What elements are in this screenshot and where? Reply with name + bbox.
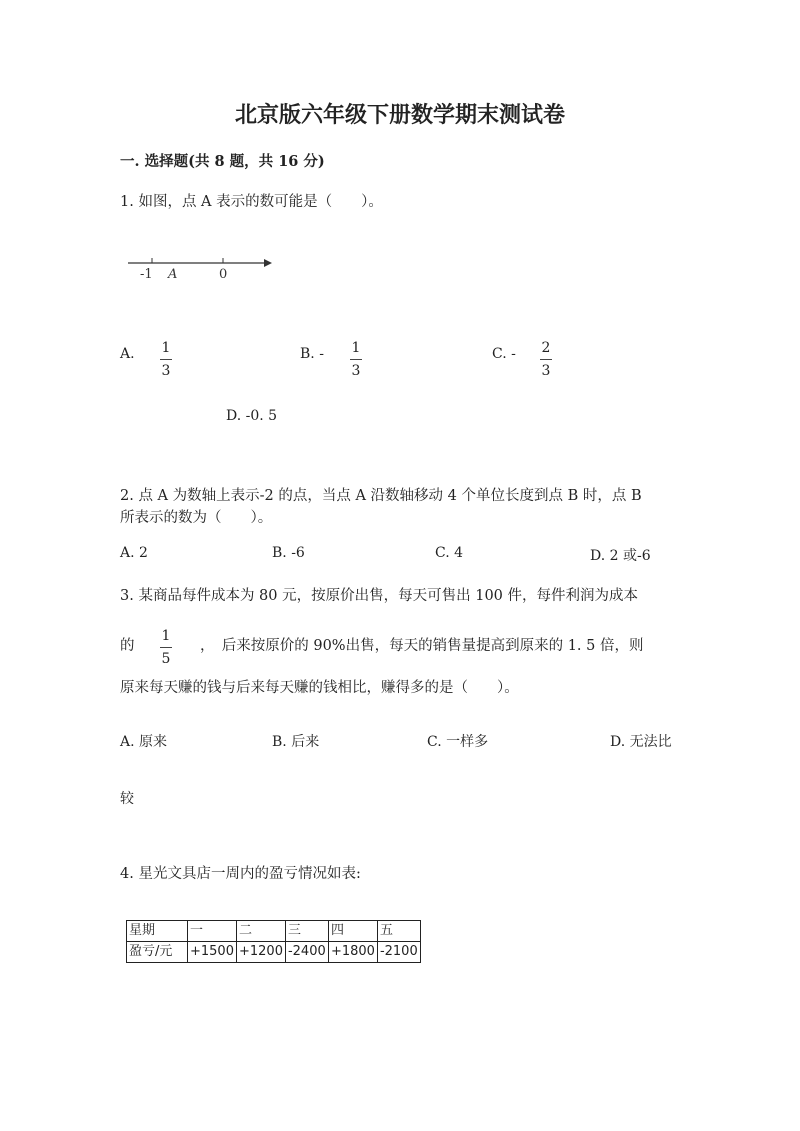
q3-fraction <box>160 628 172 667</box>
q3-option-c: C. 一样多 <box>427 734 489 750</box>
axis-label-zero: 0 <box>219 267 228 282</box>
fraction-numerator: 1 <box>351 340 361 356</box>
question-3-line-2-suffix: ， 后来按原价的 90%出售，每天的销售量提高到原来的 1. 5 倍，则 <box>200 638 644 654</box>
question-3-line-3: 原来每天赚的钱与后来每天赚的钱相比，赚得多的是（ ）。 <box>120 680 519 696</box>
q1-option-a-fraction <box>160 340 172 379</box>
fraction-numerator: 1 <box>161 340 171 356</box>
fraction-numerator: 2 <box>541 340 551 356</box>
q1-option-a-label: A. <box>120 346 135 362</box>
question-2-line-1: 2. 点 A 为数轴上表示-2 的点，当点 A 沿数轴移动 4 个单位长度到点 B 时，点 B <box>120 488 642 504</box>
q2-option-c: C. 4 <box>435 545 464 561</box>
q1-option-c-fraction <box>540 340 552 379</box>
fraction-denominator: 3 <box>161 363 171 379</box>
table-cell: +1800 <box>328 942 377 963</box>
table-cell: +1200 <box>236 942 285 963</box>
fraction-bar <box>160 647 172 648</box>
table-row <box>127 942 421 963</box>
table-cell: 三 <box>285 921 328 942</box>
q1-option-d: D. -0. 5 <box>226 408 278 424</box>
page-title: 北京版六年级下册数学期末测试卷 <box>234 102 565 128</box>
q2-option-a: A. 2 <box>120 545 148 561</box>
axis-label-minus-one: -1 <box>140 267 153 282</box>
question-2-line-2: 所表示的数为（ ）。 <box>120 510 273 526</box>
q1-option-b-fraction <box>350 340 362 379</box>
table-cell: 二 <box>236 921 285 942</box>
table-cell: 星期 <box>127 921 188 942</box>
section-heading: 一. 选择题(共 8 题，共 16 分) <box>120 153 325 170</box>
axis-label-a: A <box>168 267 178 282</box>
question-4-stem: 4. 星光文具店一周内的盈亏情况如表: <box>120 866 361 882</box>
q1-option-b-label: B. - <box>300 346 324 362</box>
q2-option-b: B. -6 <box>272 545 305 561</box>
q3-option-a: A. 原来 <box>120 734 168 750</box>
table-cell: -2100 <box>377 942 420 963</box>
table-cell: 盈亏/元 <box>127 942 188 963</box>
q2-option-d: D. 2 或-6 <box>590 548 651 564</box>
fraction-bar <box>160 359 172 360</box>
number-line-arrow <box>264 259 272 267</box>
fraction-denominator: 3 <box>541 363 551 379</box>
fraction-bar <box>540 359 552 360</box>
table-cell: +1500 <box>188 942 237 963</box>
question-1-stem: 1. 如图，点 A 表示的数可能是（ ）。 <box>120 194 383 210</box>
q1-option-c-label: C. - <box>492 346 516 362</box>
question-3-line-1: 3. 某商品每件成本为 80 元，按原价出售，每天可售出 100 件，每件利润为成本 <box>120 588 639 604</box>
fraction-denominator: 3 <box>351 363 361 379</box>
table-header-row <box>127 921 421 942</box>
table-cell: 四 <box>328 921 377 942</box>
fraction-bar <box>350 359 362 360</box>
table-cell: 一 <box>188 921 237 942</box>
table-cell: -2400 <box>285 942 328 963</box>
fraction-denominator: 5 <box>161 651 171 667</box>
number-line-figure <box>124 248 274 288</box>
q3-option-d-wrap: 较 <box>120 791 134 807</box>
profit-loss-table <box>126 920 421 963</box>
q3-option-d: D. 无法比 <box>610 734 672 750</box>
q3-option-b: B. 后来 <box>272 734 320 750</box>
question-3-line-2-prefix: 的 <box>120 638 135 654</box>
fraction-numerator: 1 <box>161 628 171 644</box>
table-cell: 五 <box>377 921 420 942</box>
